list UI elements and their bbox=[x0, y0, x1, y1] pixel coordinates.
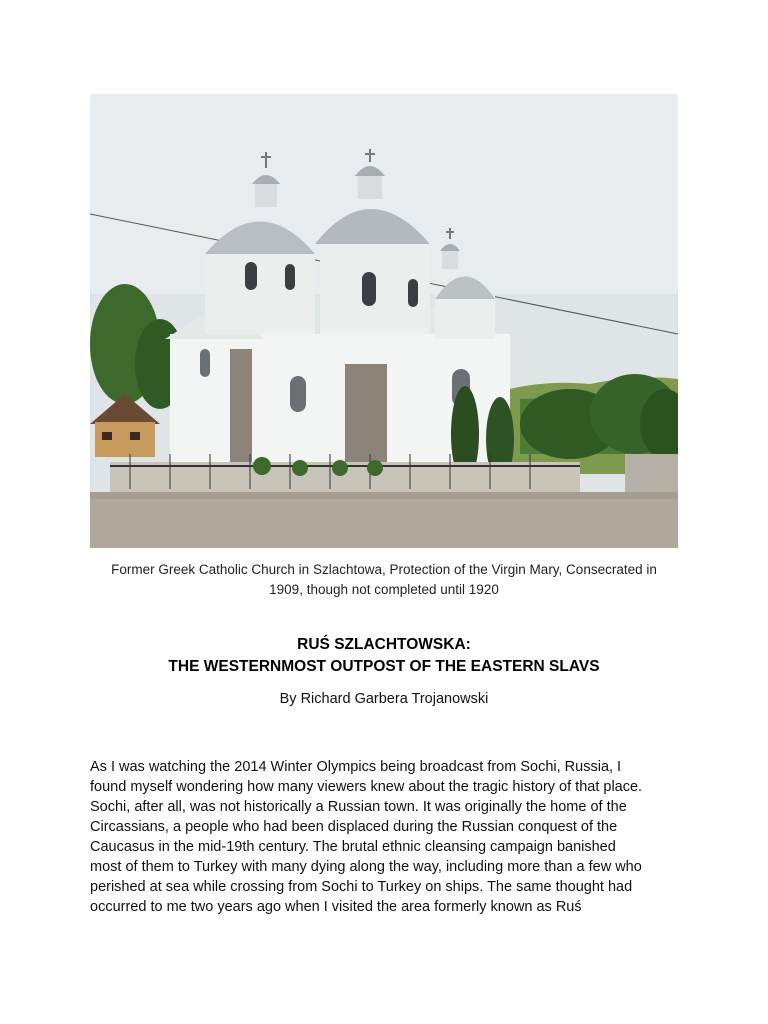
body-line: Sochi, after all, was not historically a Russian town. It was originally the home of the bbox=[90, 799, 627, 815]
title-line-2: THE WESTERNMOST OUTPOST OF THE EASTERN SLAVS bbox=[168, 658, 600, 675]
body-line: found myself wondering how many viewers knew about the tragic history of that place. bbox=[90, 779, 643, 795]
article-title bbox=[90, 634, 678, 678]
body-line: Caucasus in the mid-19th century. The brutal ethnic cleansing campaign banished bbox=[90, 839, 616, 855]
body-line: most of them to Turkey with many dying along the way, including more than a few who bbox=[90, 859, 642, 875]
church-photo bbox=[90, 94, 678, 548]
title-line-1: RUŚ SZLACHTOWSKA: bbox=[297, 636, 471, 653]
body-line: perished at sea while crossing from Sochi to Turkey on ships. The same thought had bbox=[90, 879, 633, 895]
body-line: Circassians, a people who had been displaced during the Russian conquest of the bbox=[90, 819, 618, 835]
body-line: occurred to me two years ago when I visited the area formerly known as Ruś bbox=[90, 899, 582, 915]
photo-caption bbox=[90, 560, 678, 600]
caption-line-1: Former Greek Catholic Church in Szlachtowa, Protection of the Virgin Mary, Consecrated in bbox=[111, 562, 657, 577]
caption-line-2: 1909, though not completed until 1920 bbox=[269, 582, 499, 597]
body-paragraph bbox=[90, 757, 678, 917]
author-byline: By Richard Garbera Trojanowski bbox=[279, 691, 489, 707]
body-line: As I was watching the 2014 Winter Olympics being broadcast from Sochi, Russia, I bbox=[90, 759, 622, 775]
